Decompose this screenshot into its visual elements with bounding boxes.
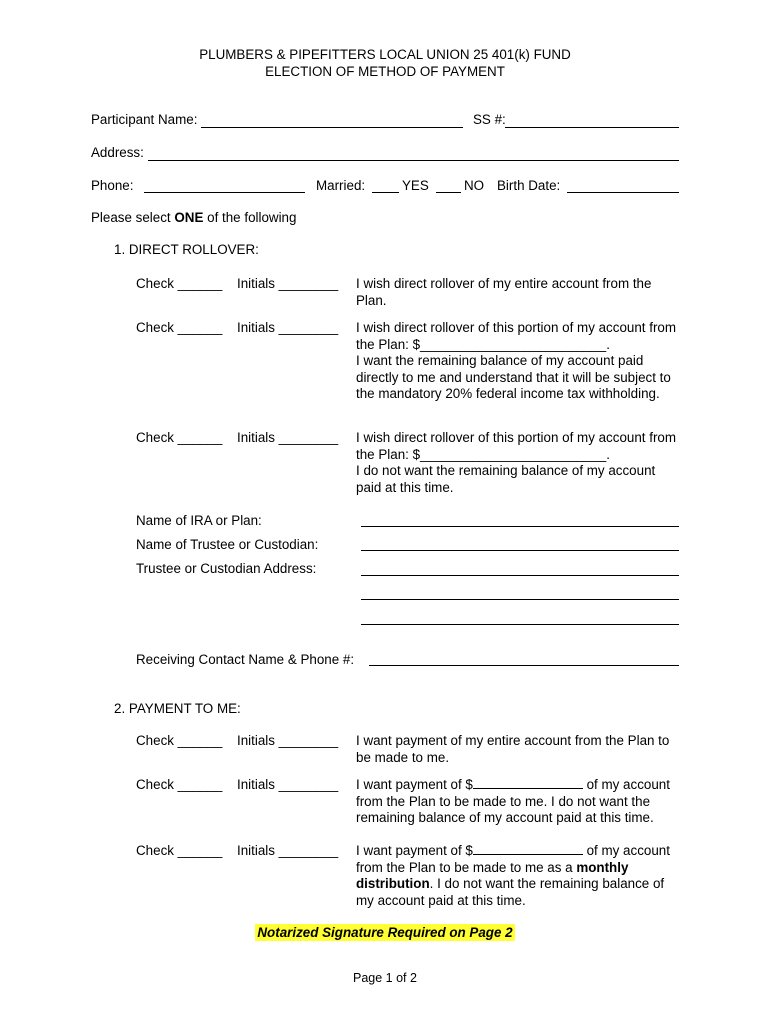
receiving-contact-field[interactable] — [369, 665, 679, 666]
payment-initials-1[interactable]: Initials ________ — [237, 733, 339, 748]
rollover-initials-2[interactable]: Initials ________ — [237, 320, 339, 335]
payment-check-3[interactable]: Check ______ — [136, 843, 223, 858]
no-label: NO — [464, 178, 485, 193]
participant-name-field[interactable] — [201, 127, 463, 128]
form-subtitle: ELECTION OF METHOD OF PAYMENT — [265, 64, 505, 79]
phone-field[interactable] — [144, 192, 305, 193]
trustee-name-field[interactable] — [361, 550, 679, 551]
address-field[interactable] — [148, 160, 679, 161]
rollover-option-3-line-a: I wish direct rollover of this portion of my account from the Plan: $_________________________. — [356, 430, 677, 462]
rollover-option-3-line-b: I do not want the remaining balance of my account paid at this time. — [356, 463, 656, 495]
payment-initials-3[interactable]: Initials ________ — [237, 843, 339, 858]
birth-date-field[interactable] — [567, 192, 679, 193]
married-yes-field[interactable] — [372, 192, 399, 193]
payment-option-1-text: I want payment of my entire account from the Plan to be made to me. — [356, 733, 670, 765]
ss-field[interactable] — [505, 127, 679, 128]
rollover-check-3[interactable]: Check ______ — [136, 430, 223, 445]
rollover-option-3-text — [356, 430, 681, 496]
payment-check-2[interactable]: Check ______ — [136, 777, 223, 792]
participant-name-label: Participant Name: — [91, 112, 198, 127]
address-label: Address: — [91, 145, 144, 160]
trustee-address-label: Trustee or Custodian Address: — [136, 561, 317, 576]
rollover-option-1-text: I wish direct rollover of my entire account from the Plan. — [356, 276, 652, 308]
trustee-name-label: Name of Trustee or Custodian: — [136, 537, 319, 552]
trustee-address-field-1[interactable] — [361, 575, 679, 576]
page-number: Page 1 of 2 — [353, 971, 417, 985]
rollover-check-2[interactable]: Check ______ — [136, 320, 223, 335]
receiving-contact-label: Receiving Contact Name & Phone #: — [136, 652, 355, 667]
form-title: PLUMBERS & PIPEFITTERS LOCAL UNION 25 401(k) FUND — [199, 47, 571, 62]
notarized-notice: Notarized Signature Required on Page 2 — [257, 925, 513, 940]
phone-label: Phone: — [91, 178, 134, 193]
ira-plan-field[interactable] — [361, 526, 679, 527]
ss-label: SS #: — [473, 112, 506, 127]
payment-check-1[interactable]: Check ______ — [136, 733, 223, 748]
married-no-field[interactable] — [436, 192, 461, 193]
payment-initials-2[interactable]: Initials ________ — [237, 777, 339, 792]
trustee-address-field-2[interactable] — [361, 599, 679, 600]
rollover-initials-1[interactable]: Initials ________ — [237, 276, 339, 291]
payment-amount-field-2[interactable] — [473, 777, 583, 789]
payment-option-3-text: I want payment of $ of my account from the Plan to be made to me as a monthly distribution. I do not want the remaining balance of my account paid at this time. — [356, 843, 670, 908]
rollover-option-2-line-a: I wish direct rollover of this portion of my account from the Plan: $_________________________. — [356, 320, 677, 352]
rollover-option-2-text — [356, 320, 681, 403]
birth-date-label: Birth Date: — [497, 178, 561, 193]
rollover-option-2-line-b: I want the remaining balance of my account paid directly to me and understand that it will be subject to the mandatory 20% federal income tax withholding. — [356, 353, 671, 401]
rollover-initials-3[interactable]: Initials ________ — [237, 430, 339, 445]
section-direct-rollover-title: 1. DIRECT ROLLOVER: — [114, 242, 259, 257]
notarized-notice-wrapper — [0, 925, 770, 940]
yes-label: YES — [402, 178, 429, 193]
section-payment-title: 2. PAYMENT TO ME: — [114, 701, 241, 716]
ira-plan-label: Name of IRA or Plan: — [136, 513, 262, 528]
rollover-check-1[interactable]: Check ______ — [136, 276, 223, 291]
select-instruction: Please select ONE of the following — [91, 210, 297, 225]
married-label: Married: — [316, 178, 366, 193]
payment-amount-field-3[interactable] — [473, 843, 583, 855]
trustee-address-field-3[interactable] — [361, 624, 679, 625]
payment-option-2-text: I want payment of $ of my account from the Plan to be made to me. I do not want the remaining balance of my account paid at this time. — [356, 777, 670, 825]
